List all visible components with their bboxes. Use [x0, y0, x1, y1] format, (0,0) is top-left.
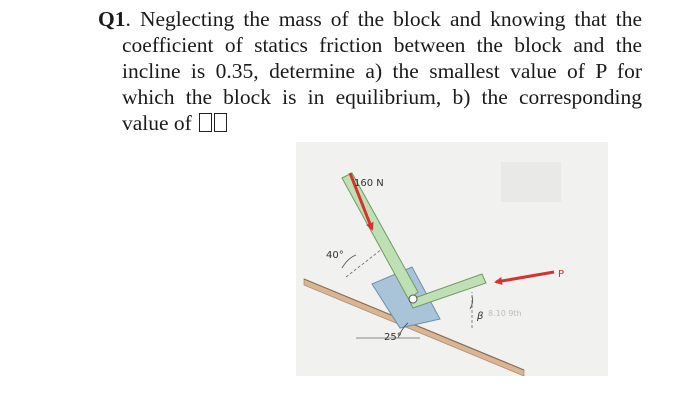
faint-smudge — [501, 162, 561, 202]
missing-symbol-box — [214, 113, 227, 132]
question-text — [98, 6, 642, 136]
incline-diagram — [296, 142, 608, 376]
angle-label-beta: β — [477, 311, 484, 322]
question-number: Q1 — [98, 7, 126, 31]
faint-watermark: 8.10 9th — [488, 309, 522, 318]
question-body: Neglecting the mass of the block and knowing that the coefficient of statics friction between the block and the incline is 0.35, determine a) the smallest value of P for which the block is in equilibrium, b) the corresponding value of — [122, 7, 642, 135]
pin-joint — [409, 295, 417, 303]
angle-label-40: 40° — [326, 250, 344, 261]
angle-label-25: 25° — [384, 332, 402, 343]
missing-symbol-box — [199, 113, 212, 132]
question-number-period: . — [125, 7, 131, 31]
force-label-p: P — [558, 269, 565, 280]
problem-figure — [296, 142, 608, 376]
force-label-160n: 160 N — [354, 178, 384, 189]
